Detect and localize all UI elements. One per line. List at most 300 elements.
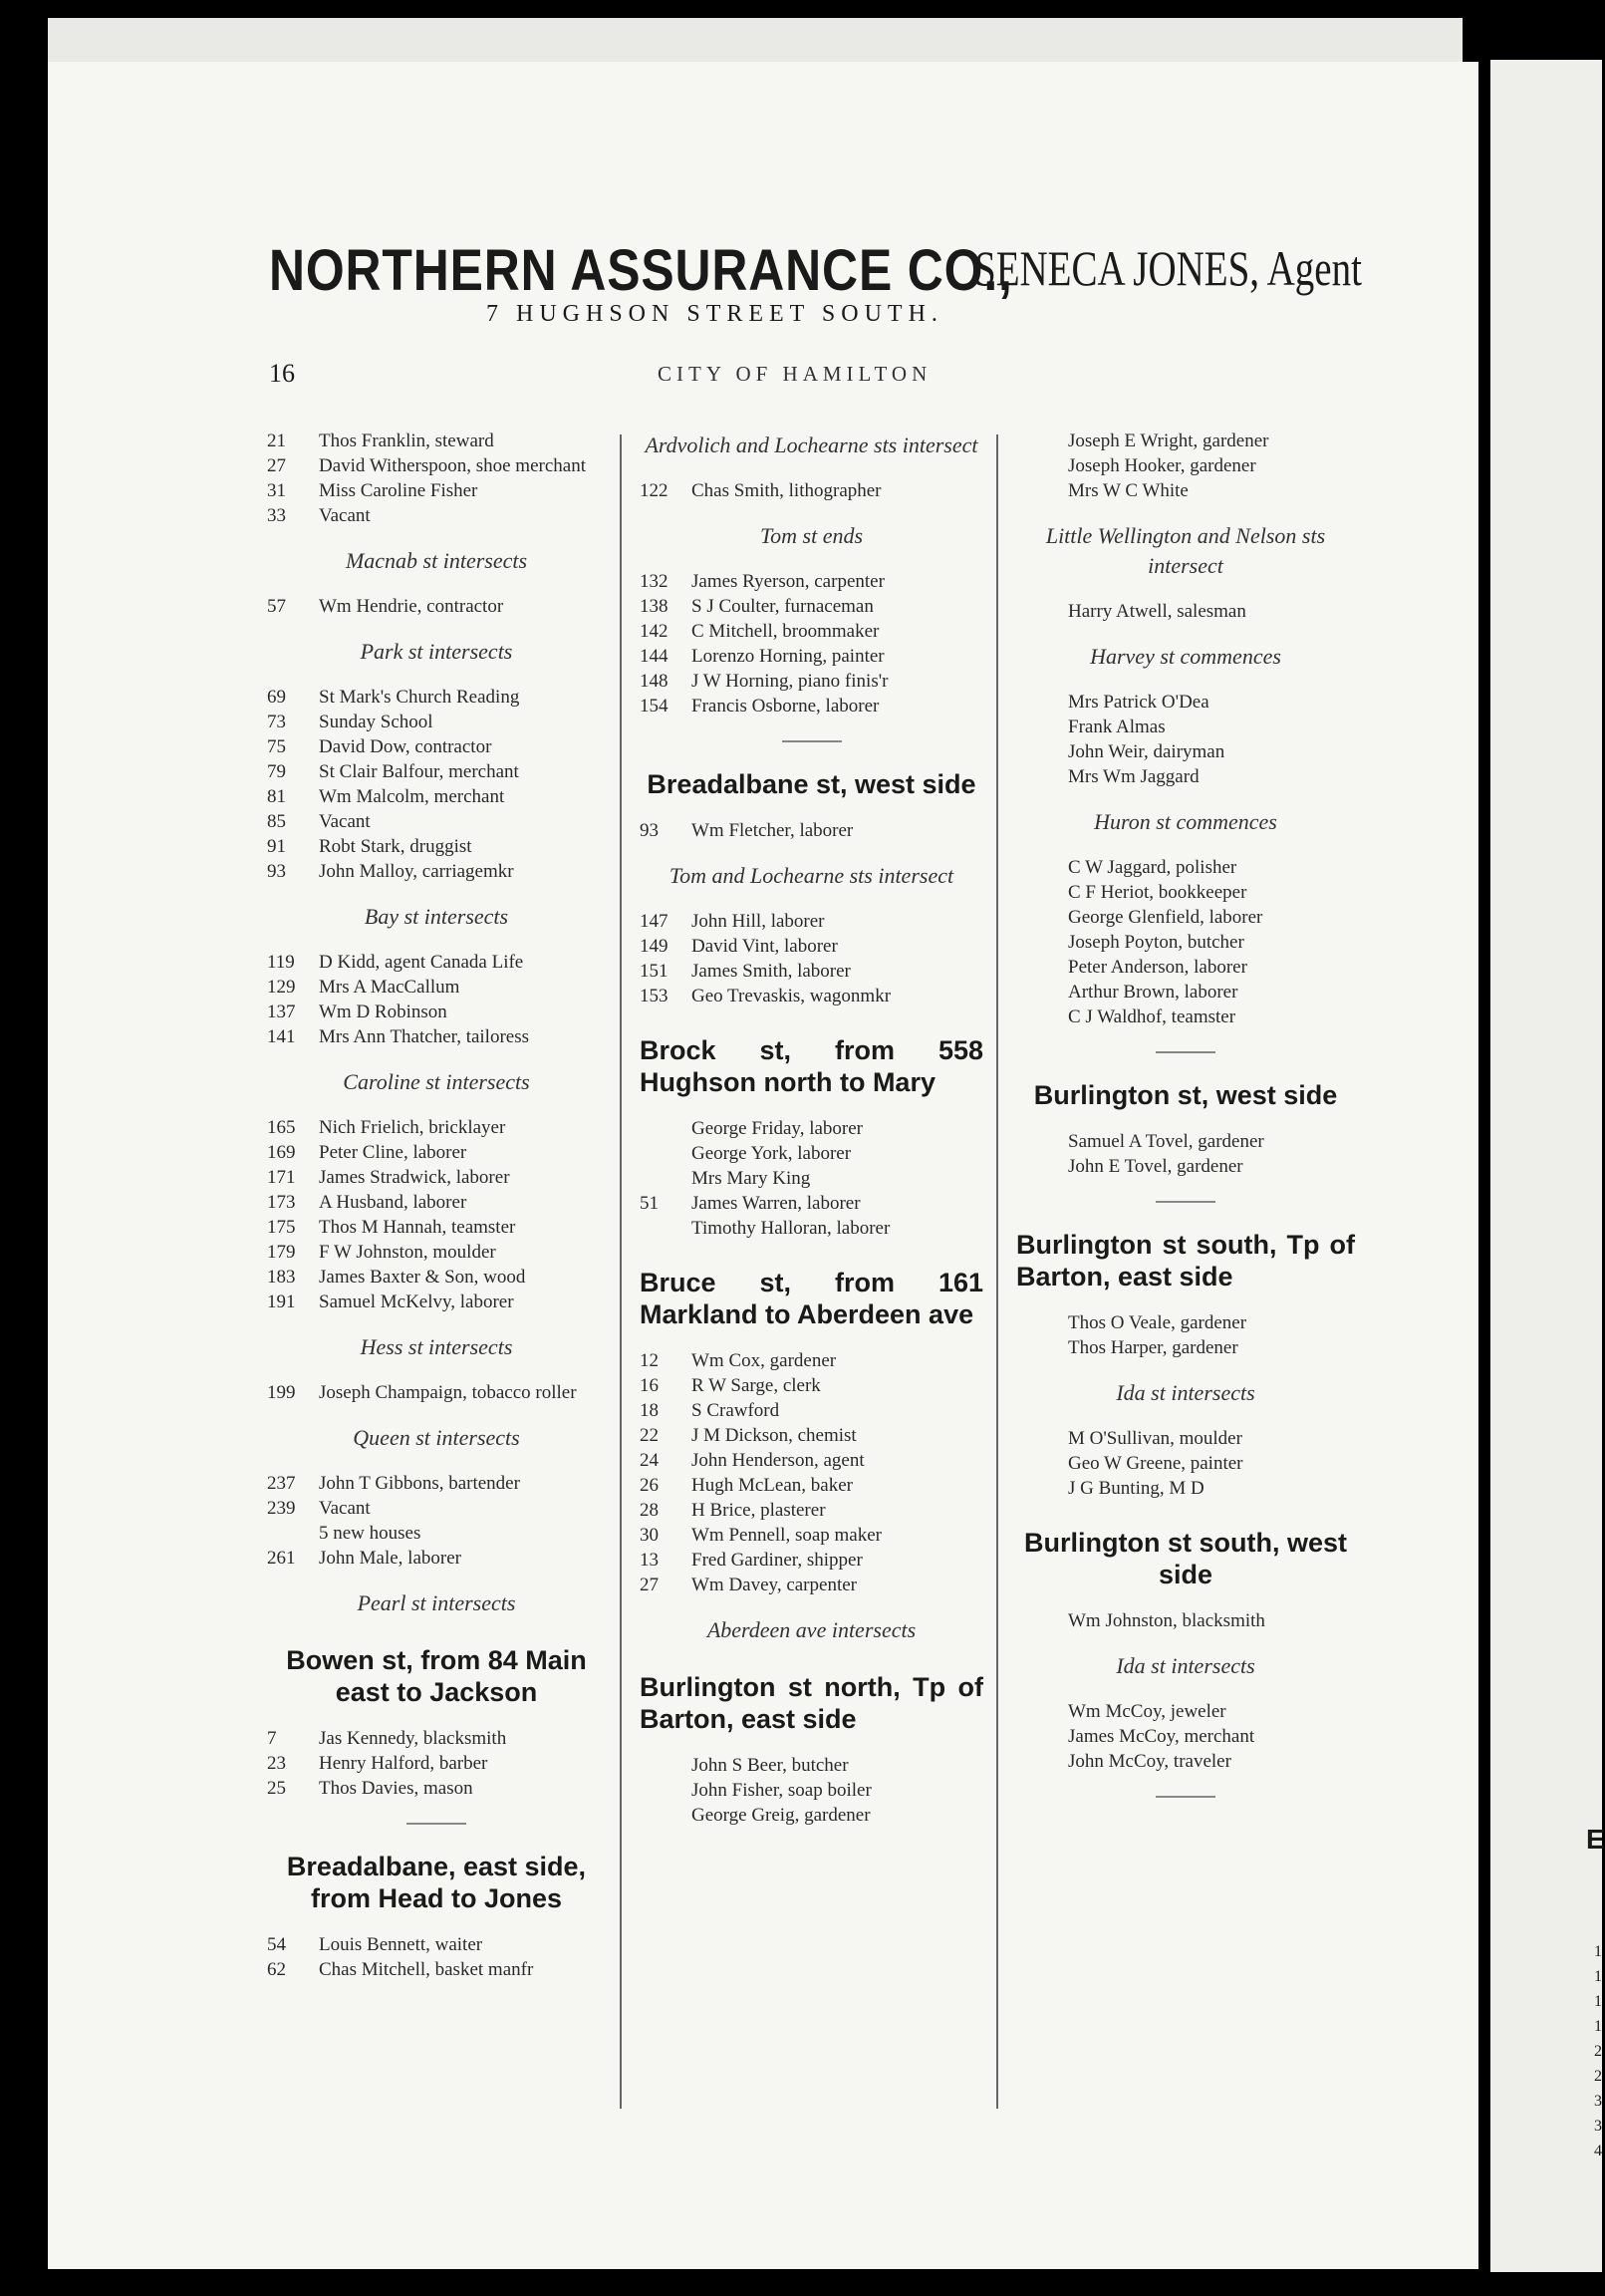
directory-entry [267, 710, 606, 734]
house-number: 31 [267, 480, 286, 501]
directory-entry [267, 809, 606, 834]
resident-name: Wm Fletcher, laborer [691, 820, 854, 841]
resident-name: John Malloy, carriagemkr [319, 861, 514, 882]
directory-entry [640, 644, 983, 669]
directory-entry [640, 594, 983, 619]
house-number: 169 [267, 1142, 296, 1163]
directory-entry [640, 1141, 983, 1166]
directory-entry [640, 1116, 983, 1141]
house-number: 12 [640, 1350, 659, 1371]
street-heading: Breadalbane st, west side [647, 769, 976, 799]
resident-name: J G Bunting, M D [1068, 1478, 1204, 1499]
fragment-digit: 1 [1594, 1943, 1602, 1960]
entry-group [640, 478, 983, 503]
directory-entry [640, 478, 983, 503]
entry-group [1016, 1129, 1355, 1179]
directory-entry [267, 453, 606, 478]
resident-name: F W Johnston, moulder [319, 1242, 496, 1263]
house-number: 30 [640, 1525, 659, 1546]
house-number: 149 [640, 936, 669, 957]
directory-entry [640, 1398, 983, 1423]
resident-name: John Weir, dairyman [1068, 741, 1225, 762]
directory-entry [640, 1523, 983, 1548]
house-number: 33 [267, 505, 286, 526]
house-number: 85 [267, 811, 286, 832]
resident-name: Peter Cline, laborer [319, 1142, 467, 1163]
house-number: 199 [267, 1382, 296, 1403]
street-intersection: Tom and Lochearne sts intersect [669, 863, 954, 888]
fragment-digit: 4 [1594, 2143, 1602, 2159]
directory-entry [267, 1776, 606, 1801]
entry-group [1016, 1426, 1355, 1501]
directory-entry [1016, 930, 1355, 955]
entry-group [267, 1726, 606, 1801]
column-2 [640, 429, 983, 1828]
house-number: 142 [640, 621, 669, 642]
house-number: 27 [267, 455, 286, 476]
directory-entry [1016, 429, 1355, 453]
entry-group [640, 569, 983, 718]
section-divider [1156, 1051, 1215, 1053]
resident-name: Robt Stark, druggist [319, 836, 472, 857]
directory-entry [1016, 1154, 1355, 1179]
entry-group [1016, 855, 1355, 1029]
resident-name: Geo W Greene, painter [1068, 1453, 1243, 1474]
resident-name: Lorenzo Horning, painter [691, 646, 885, 667]
directory-entry [1016, 599, 1355, 624]
directory-entry [640, 569, 983, 594]
house-number: 171 [267, 1167, 296, 1188]
resident-name: J W Horning, piano finis'r [691, 671, 889, 692]
resident-name: J M Dickson, chemist [691, 1425, 857, 1446]
resident-name: James Ryerson, carpenter [691, 571, 885, 592]
resident-name: James McCoy, merchant [1068, 1726, 1255, 1747]
resident-name: Mrs Patrick O'Dea [1068, 692, 1209, 713]
ad-agent-name: SENECA JONES, Agent [974, 240, 1362, 296]
street-intersection: Park st intersects [360, 639, 513, 664]
house-number: 153 [640, 986, 669, 1006]
resident-name: Vacant [319, 1498, 371, 1519]
house-number: 24 [640, 1450, 659, 1471]
house-number: 144 [640, 646, 669, 667]
column-rule [996, 434, 998, 2109]
resident-name: Henry Halford, barber [319, 1753, 488, 1774]
fragment-digit: 2 [1594, 2043, 1602, 2060]
house-number: 26 [640, 1475, 659, 1496]
house-number: 175 [267, 1217, 296, 1238]
street-heading: Breadalbane, east side, from Head to Jones [286, 1852, 587, 1913]
resident-name: Vacant [319, 811, 371, 832]
house-number: 179 [267, 1242, 296, 1263]
resident-name: Peter Anderson, laborer [1068, 957, 1247, 978]
directory-entry [1016, 764, 1355, 789]
house-number: 173 [267, 1192, 296, 1213]
house-number: 27 [640, 1575, 659, 1595]
house-number: 191 [267, 1292, 296, 1312]
directory-entry [1016, 980, 1355, 1004]
resident-name: James Stradwick, laborer [319, 1167, 510, 1188]
resident-name: Sunday School [319, 712, 433, 732]
directory-entry [1016, 1749, 1355, 1774]
directory-entry [267, 1932, 606, 1957]
resident-name: George Glenfield, laborer [1068, 907, 1263, 928]
directory-entry [267, 784, 606, 809]
directory-entry [1016, 453, 1355, 478]
resident-name: Thos O Veale, gardener [1068, 1312, 1247, 1333]
directory-entry [640, 1548, 983, 1573]
house-number: 91 [267, 836, 286, 857]
fragment-digit: 3 [1594, 2093, 1602, 2110]
directory-entry [640, 934, 983, 959]
street-intersection: Ida st intersects [1116, 1380, 1255, 1405]
directory-entry [640, 1191, 983, 1216]
fragment-heading: E [1586, 1824, 1605, 1855]
resident-name: Wm Cox, gardener [691, 1350, 837, 1371]
entry-group [640, 1348, 983, 1597]
resident-name: Thos Franklin, steward [319, 430, 494, 451]
resident-name: John Henderson, agent [691, 1450, 865, 1471]
resident-name: Joseph Champaign, tobacco roller [319, 1382, 577, 1403]
house-number: 237 [267, 1473, 296, 1494]
resident-name: Geo Trevaskis, wagonmkr [691, 986, 892, 1006]
directory-entry [640, 1348, 983, 1373]
directory-entry [640, 1423, 983, 1448]
house-number: 51 [640, 1193, 659, 1214]
directory-entry [640, 1803, 983, 1828]
street-intersection: Hess st intersects [360, 1334, 513, 1359]
directory-entry [267, 478, 606, 503]
resident-name: Wm McCoy, jeweler [1068, 1701, 1226, 1722]
directory-entry [1016, 1451, 1355, 1476]
entry-group [267, 1471, 606, 1571]
running-head: CITY OF HAMILTON [658, 362, 933, 386]
resident-name: Thos Davies, mason [319, 1778, 473, 1799]
resident-name: S J Coulter, furnaceman [691, 596, 874, 617]
directory-entry [1016, 1426, 1355, 1451]
resident-name: St Clair Balfour, merchant [319, 761, 519, 782]
page-number: 16 [269, 359, 295, 388]
resident-name: John S Beer, butcher [691, 1755, 849, 1776]
resident-name: George York, laborer [691, 1143, 852, 1164]
directory-entry [640, 1216, 983, 1241]
directory-entry [267, 1140, 606, 1165]
resident-name: Wm Pennell, soap maker [691, 1525, 883, 1546]
resident-name: Samuel McKelvy, laborer [319, 1292, 514, 1312]
entry-group [267, 685, 606, 884]
house-number: 141 [267, 1026, 296, 1047]
directory-entry [640, 959, 983, 984]
entry-group [640, 1753, 983, 1828]
adjacent-page-fragment [1490, 60, 1605, 2272]
resident-name: C W Jaggard, polisher [1068, 857, 1237, 878]
house-number: 7 [267, 1728, 277, 1749]
directory-entry [267, 1190, 606, 1215]
street-intersection: Caroline st intersects [343, 1069, 530, 1094]
resident-name: Wm Johnston, blacksmith [1068, 1610, 1265, 1631]
directory-entry [640, 1473, 983, 1498]
street-heading: Burlington st north, Tp of Barton, east side [640, 1672, 983, 1734]
ad-company-name: NORTHERN ASSURANCE CO., [269, 238, 1013, 303]
resident-name: 5 new houses [319, 1523, 421, 1544]
resident-name: C F Heriot, bookkeeper [1068, 882, 1247, 903]
directory-entry [1016, 905, 1355, 930]
street-heading: Burlington st south, west side [1024, 1528, 1347, 1589]
entry-group [640, 1116, 983, 1241]
directory-entry [267, 594, 606, 619]
street-heading: Brock st, from 558 Hughson north to Mary [640, 1035, 983, 1097]
directory-entry [267, 1751, 606, 1776]
resident-name: Thos Harper, gardener [1068, 1337, 1238, 1358]
directory-entry [640, 1573, 983, 1597]
directory-entry [640, 694, 983, 718]
resident-name: C J Waldhof, teamster [1068, 1006, 1236, 1027]
entry-group [1016, 1699, 1355, 1774]
house-number: 239 [267, 1498, 296, 1519]
street-intersection: Queen st intersects [353, 1425, 520, 1450]
street-heading: Bowen st, from 84 Main east to Jackson [286, 1645, 587, 1707]
house-number: 151 [640, 961, 669, 982]
resident-name: James Warren, laborer [691, 1193, 861, 1214]
street-intersection: Bay st intersects [364, 904, 509, 929]
resident-name: Mrs Wm Jaggard [1068, 766, 1200, 787]
house-number: 23 [267, 1753, 286, 1774]
directory-entry [267, 503, 606, 528]
directory-entry [1016, 880, 1355, 905]
page-fold-edge [48, 18, 1463, 68]
column-1 [267, 429, 606, 1982]
directory-entry [267, 859, 606, 884]
resident-name: C Mitchell, broommaker [691, 621, 880, 642]
directory-entry [267, 1115, 606, 1140]
entry-group [640, 818, 983, 843]
fragment-digit: 1 [1594, 1993, 1602, 2010]
house-number: 122 [640, 480, 669, 501]
street-intersection: Pearl st intersects [357, 1590, 516, 1615]
fragment-digit: 2 [1594, 2068, 1602, 2085]
directory-entry [1016, 955, 1355, 980]
directory-entry [640, 1753, 983, 1778]
entry-group [267, 1115, 606, 1314]
resident-name: M O'Sullivan, moulder [1068, 1428, 1242, 1449]
directory-entry [640, 669, 983, 694]
street-heading: Burlington st, west side [1033, 1080, 1338, 1110]
directory-entry [1016, 1724, 1355, 1749]
directory-entry [640, 1166, 983, 1191]
entry-group [267, 429, 606, 528]
directory-entry [640, 1373, 983, 1398]
house-number: 154 [640, 696, 669, 717]
directory-entry [267, 429, 606, 453]
resident-name: John E Tovel, gardener [1068, 1156, 1243, 1177]
resident-name: David Dow, contractor [319, 736, 492, 757]
house-number: 25 [267, 1778, 286, 1799]
entry-group [640, 909, 983, 1008]
entry-group [1016, 599, 1355, 624]
street-intersection: Harvey st commences [1090, 644, 1281, 669]
resident-name: John Male, laborer [319, 1548, 461, 1569]
directory-entry [267, 1290, 606, 1314]
house-number: 93 [640, 820, 659, 841]
resident-name: Hugh McLean, baker [691, 1475, 853, 1496]
resident-name: Chas Smith, lithographer [691, 480, 882, 501]
directory-entry [1016, 1310, 1355, 1335]
house-number: 13 [640, 1550, 659, 1571]
ad-address: 7 HUGHSON STREET SOUTH. [486, 301, 943, 327]
resident-name: James Baxter & Son, wood [319, 1267, 526, 1288]
house-number: 132 [640, 571, 669, 592]
directory-entry [640, 619, 983, 644]
house-number: 81 [267, 786, 286, 807]
resident-name: D Kidd, agent Canada Life [319, 952, 524, 973]
entry-group [267, 1932, 606, 1982]
directory-entry [267, 975, 606, 1000]
fragment-digit: 3 [1594, 2118, 1602, 2135]
resident-name: George Friday, laborer [691, 1118, 863, 1139]
house-number: 57 [267, 596, 286, 617]
directory-entry [640, 1448, 983, 1473]
directory-entry [1016, 1129, 1355, 1154]
directory-entry [267, 834, 606, 859]
resident-name: John Fisher, soap boiler [691, 1780, 872, 1801]
resident-name: Samuel A Tovel, gardener [1068, 1131, 1264, 1152]
entry-group [1016, 1310, 1355, 1360]
entry-group [1016, 429, 1355, 503]
directory-entry [1016, 478, 1355, 503]
house-number: 137 [267, 1002, 296, 1022]
directory-entry [640, 1498, 983, 1523]
house-number: 22 [640, 1425, 659, 1446]
directory-entry [267, 950, 606, 975]
directory-entry [1016, 715, 1355, 739]
street-intersection: Ida st intersects [1116, 1653, 1255, 1678]
resident-name: Jas Kennedy, blacksmith [319, 1728, 507, 1749]
directory-entry [640, 1778, 983, 1803]
entry-group [267, 1380, 606, 1405]
street-intersection: Ardvolich and Lochearne sts intersect [645, 432, 978, 457]
house-number: 93 [267, 861, 286, 882]
directory-entry [640, 818, 983, 843]
resident-name: Frank Almas [1068, 717, 1166, 737]
directory-entry [267, 685, 606, 710]
resident-name: Vacant [319, 505, 371, 526]
directory-entry [267, 1024, 606, 1049]
resident-name: Mrs Ann Thatcher, tailoress [319, 1026, 530, 1047]
resident-name: Fred Gardiner, shipper [691, 1550, 863, 1571]
section-divider [1156, 1796, 1215, 1798]
resident-name: A Husband, laborer [319, 1192, 467, 1213]
directory-entry [267, 1240, 606, 1265]
resident-name: Mrs Mary King [691, 1168, 811, 1189]
street-intersection: Little Wellington and Nelson sts intersect [1045, 523, 1326, 578]
directory-entry [267, 759, 606, 784]
house-number: 148 [640, 671, 669, 692]
entry-group [1016, 1608, 1355, 1633]
resident-name: David Vint, laborer [691, 936, 838, 957]
directory-entry [1016, 1004, 1355, 1029]
resident-name: Arthur Brown, laborer [1068, 982, 1238, 1003]
directory-entry [1016, 690, 1355, 715]
resident-name: Chas Mitchell, basket manfr [319, 1959, 534, 1980]
house-number: 21 [267, 430, 286, 451]
directory-entry [640, 909, 983, 934]
street-intersection: Huron st commences [1094, 809, 1277, 834]
house-number: 129 [267, 977, 296, 998]
house-number: 69 [267, 687, 286, 708]
fragment-digit: 1 [1594, 1968, 1602, 1985]
directory-entry [267, 1546, 606, 1571]
directory-entry [1016, 1699, 1355, 1724]
resident-name: Francis Osborne, laborer [691, 696, 880, 717]
directory-entry [267, 1380, 606, 1405]
house-number: 147 [640, 911, 669, 932]
resident-name: Wm Hendrie, contractor [319, 596, 504, 617]
resident-name: Wm Davey, carpenter [691, 1575, 857, 1595]
resident-name: Mrs A MacCallum [319, 977, 460, 998]
resident-name: Timothy Halloran, laborer [691, 1218, 891, 1239]
resident-name: S Crawford [691, 1400, 780, 1421]
directory-entry [267, 1215, 606, 1240]
house-number: 18 [640, 1400, 659, 1421]
house-number: 75 [267, 736, 286, 757]
resident-name: Nich Frielich, bricklayer [319, 1117, 506, 1138]
resident-name: Joseph E Wright, gardener [1068, 430, 1269, 451]
resident-name: Wm D Robinson [319, 1002, 447, 1022]
directory-entry [267, 1471, 606, 1496]
street-intersection: Tom st ends [759, 523, 864, 548]
directory-entry [1016, 1608, 1355, 1633]
section-divider [406, 1823, 466, 1825]
house-number: 16 [640, 1375, 659, 1396]
house-number: 183 [267, 1267, 296, 1288]
house-number: 79 [267, 761, 286, 782]
resident-name: John McCoy, traveler [1068, 1751, 1231, 1772]
street-heading: Burlington st south, Tp of Barton, east side [1016, 1230, 1355, 1292]
resident-name: Miss Caroline Fisher [319, 480, 478, 501]
directory-entry [1016, 1476, 1355, 1501]
fragment-digit: 1 [1594, 2018, 1602, 2035]
resident-name: Joseph Poyton, butcher [1068, 932, 1244, 953]
resident-name: George Greig, gardener [691, 1805, 871, 1826]
directory-entry [1016, 855, 1355, 880]
resident-name: James Smith, laborer [691, 961, 851, 982]
directory-entry [267, 734, 606, 759]
resident-name: Louis Bennett, waiter [319, 1934, 483, 1955]
resident-name: Harry Atwell, salesman [1068, 601, 1246, 622]
street-intersection: Aberdeen ave intersects [706, 1617, 917, 1642]
directory-entry [640, 984, 983, 1008]
house-number: 73 [267, 712, 286, 732]
house-number: 138 [640, 596, 669, 617]
resident-name: Mrs W C White [1068, 480, 1189, 501]
house-number: 165 [267, 1117, 296, 1138]
house-number: 28 [640, 1500, 659, 1521]
directory-entry [267, 1496, 606, 1521]
section-divider [782, 740, 842, 742]
column-rule [620, 434, 622, 2109]
resident-name: H Brice, plasterer [691, 1500, 826, 1521]
resident-name: Joseph Hooker, gardener [1068, 455, 1256, 476]
resident-name: John T Gibbons, bartender [319, 1473, 520, 1494]
directory-entry [267, 1165, 606, 1190]
resident-name: St Mark's Church Reading [319, 687, 520, 708]
directory-entry [267, 1726, 606, 1751]
entry-group [267, 594, 606, 619]
section-divider [1156, 1201, 1215, 1203]
column-3 [1016, 429, 1355, 1820]
directory-entry [1016, 739, 1355, 764]
house-number: 119 [267, 952, 295, 973]
house-number: 261 [267, 1548, 296, 1569]
